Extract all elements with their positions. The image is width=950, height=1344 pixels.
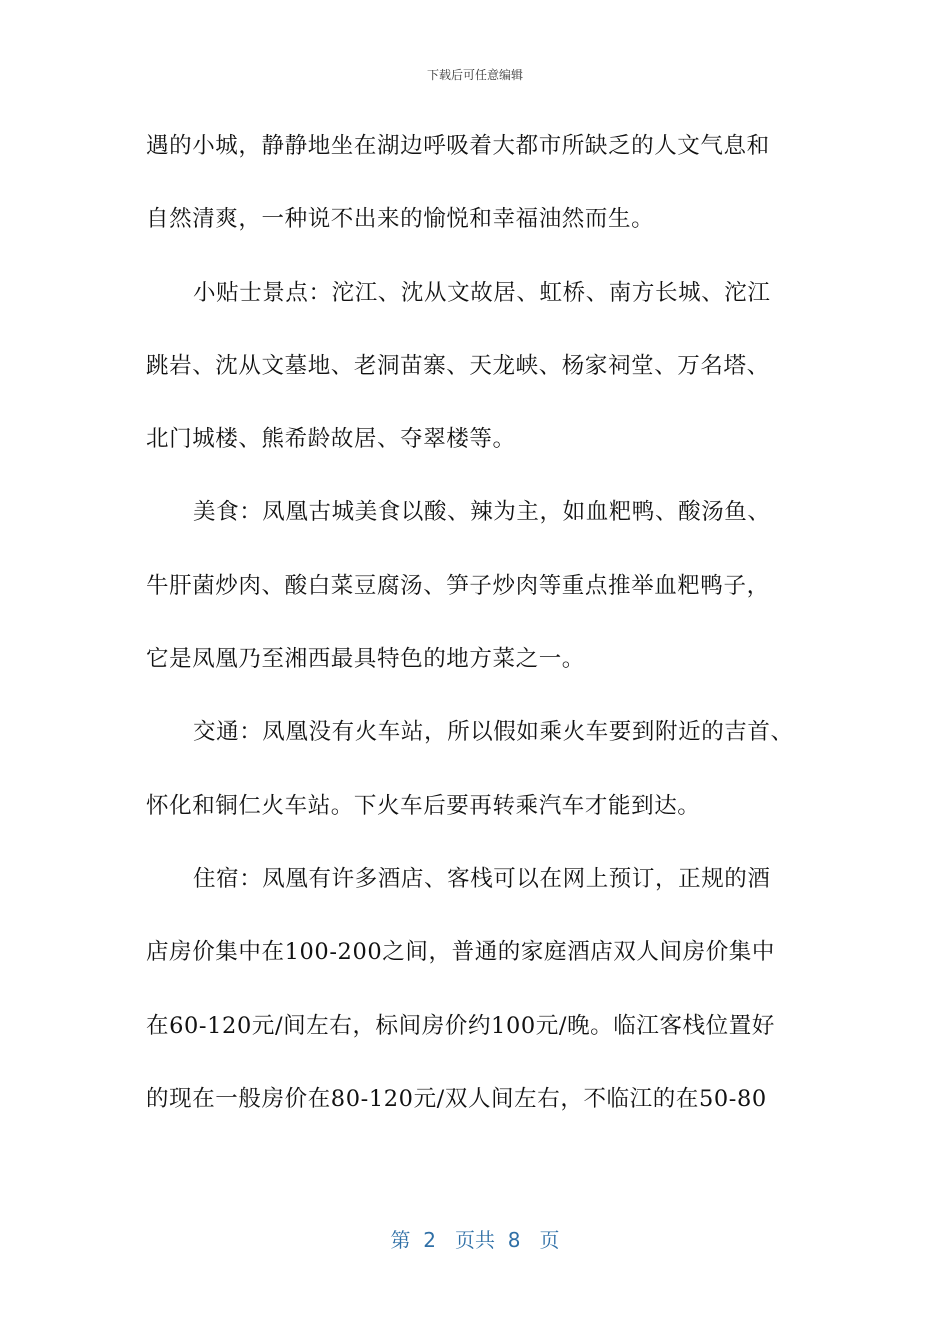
text-line: 跳岩、沈从文墓地、老洞苗寨、天龙峡、杨家祠堂、万名塔、: [146, 352, 770, 379]
text-line: 的现在一般房价在80-120元/双人间左右，不临江的在50-80: [146, 1085, 767, 1112]
paragraph-start-line: 小贴士景点：沱江、沈从文故居、虹桥、南方长城、沱江: [193, 279, 771, 306]
text-line: 怀化和铜仁火车站。下火车后要再转乘汽车才能到达。: [146, 792, 701, 819]
text-line: 自然清爽，一种说不出来的愉悦和幸福油然而生。: [146, 206, 655, 233]
paragraph-start-line: 住宿：凤凰有许多酒店、客栈可以在网上预订，正规的酒: [193, 865, 771, 892]
paragraph-start-line: 美食：凤凰古城美食以酸、辣为主，如血粑鸭、酸汤鱼、: [193, 499, 771, 526]
text-line: 遇的小城，静静地坐在湖边呼吸着大都市所缺乏的人文气息和: [146, 133, 770, 159]
text-line: 它是凤凰乃至湘西最具特色的地方菜之一。: [146, 646, 585, 673]
document-body: [146, 124, 816, 1150]
text-line: 在60-120元/间左右，标间房价约100元/晚。临江客栈位置好: [146, 1012, 775, 1039]
paragraph-start-line: 交通：凤凰没有火车站，所以假如乘火车要到附近的吉首、: [193, 719, 794, 746]
text-line: 北门城楼、熊希龄故居、夺翠楼等。: [146, 426, 516, 453]
page-number-footer: 第 2 页共 8 页: [390, 1228, 560, 1252]
text-line: 牛肝菌炒肉、酸白菜豆腐汤、笋子炒肉等重点推举血粑鸭子，: [146, 572, 770, 599]
text-line: 店房价集中在100-200之间，普通的家庭酒店双人间房价集中: [146, 939, 775, 966]
header-note: 下载后可任意编辑: [426, 68, 523, 82]
